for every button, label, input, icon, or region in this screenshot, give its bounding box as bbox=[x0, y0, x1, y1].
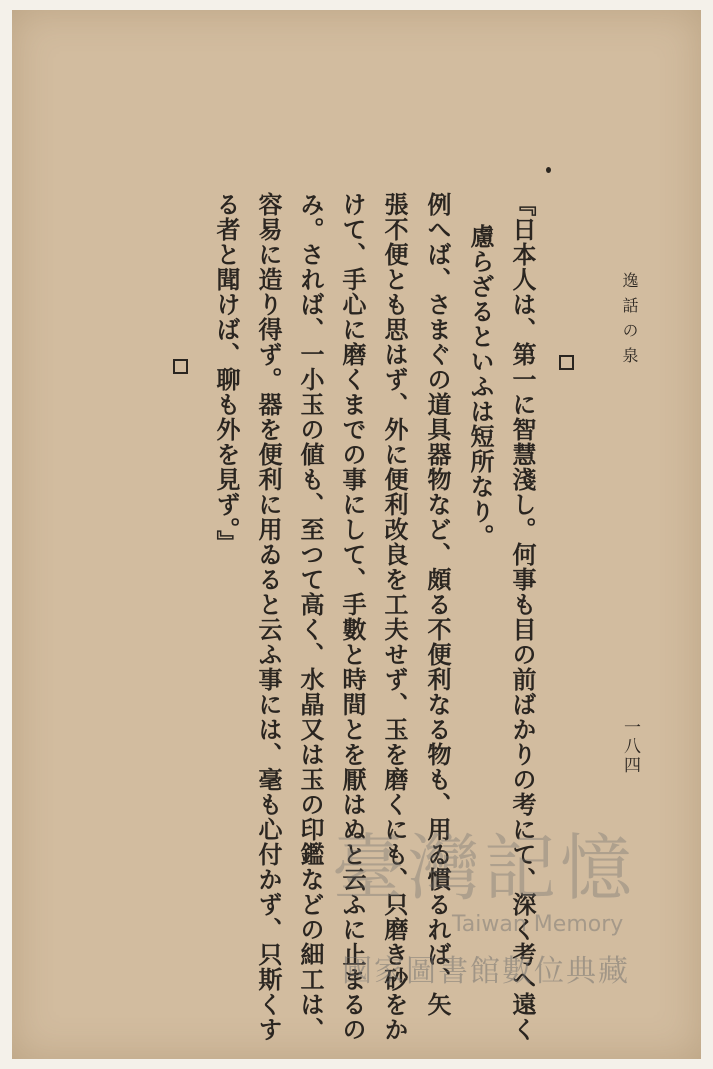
body-line-1: 『日本人は、第一に智慧淺し。何事も目の前ばかりの考にて、深く考へ遠く bbox=[508, 192, 537, 1042]
running-header: 逸話の泉 bbox=[620, 272, 639, 372]
watermark-institution: 國家圖書館數位典藏 bbox=[342, 954, 630, 989]
body-line-3: 例へば、さまぐの道具器物など、頗る不便利なる物も、用ゐ慣るれば、矢 bbox=[423, 192, 452, 1017]
body-line-2: 慮らざるといふは短所なり。 bbox=[466, 224, 495, 549]
watermark-logo-text: 臺灣記憶 bbox=[332, 826, 637, 910]
body-line-5: けて、手心に磨くまでの事にして、手數と時間とを厭はぬと云ふに止まるの bbox=[338, 192, 367, 1042]
ink-dot bbox=[546, 167, 551, 173]
watermark-english: Taiwan Memory bbox=[452, 912, 624, 937]
library-watermark bbox=[332, 810, 692, 990]
body-line-4: 張不便とも思はず、外に便利改良を工夫せず、玉を磨くにも、只磨き砂をか bbox=[380, 192, 409, 1042]
page-number: 一八四 bbox=[620, 718, 640, 775]
body-line-7: 容易に造り得ず。器を便利に用ゐると云ふ事には、毫も心付かず、只斯くす bbox=[254, 192, 283, 1042]
book-page bbox=[12, 10, 701, 1059]
section-ornament-top bbox=[559, 355, 574, 370]
body-line-6: み。されば、一小玉の値も、至つて高く、水晶又は玉の印鑑などの細工は、 bbox=[296, 192, 325, 1042]
section-ornament-bottom bbox=[173, 359, 188, 374]
body-line-8: る者と聞けば、聊も外を見ず。』 bbox=[212, 192, 241, 555]
